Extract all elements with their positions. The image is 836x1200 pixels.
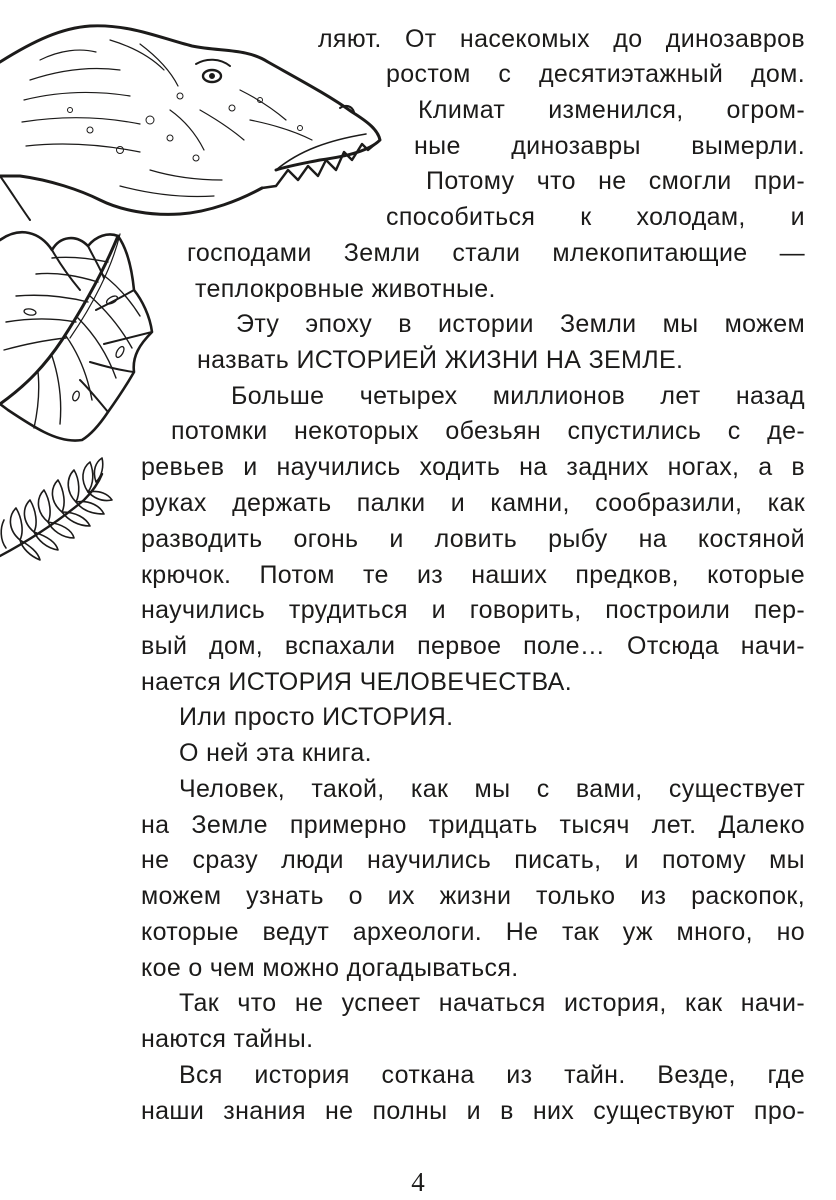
monstera-leaf-illustration	[0, 232, 152, 440]
text-line: Вся история соткана из тайн. Везде, где	[179, 1061, 805, 1089]
text-line: нается ИСТОРИЯ ЧЕЛОВЕЧЕСТВА.	[141, 668, 573, 696]
text-line: не сразу люди научились писать, и потому мы	[141, 846, 805, 874]
text-line: которые ведут археологи. Не так уж много, но	[141, 918, 805, 946]
text-line: потомки некоторых обезьян спустились с де-	[171, 417, 805, 445]
text-line: Или просто ИСТОРИЯ.	[179, 703, 454, 731]
text-line: руках держать палки и камни, сообразили, как	[141, 489, 805, 517]
text-line: теплокровные животные.	[195, 275, 496, 303]
text-line: способиться к холодам, и	[386, 203, 805, 231]
text-line: научились трудиться и говорить, построили пер-	[141, 596, 805, 624]
text-line: можем узнать о их жизни только из раскопок,	[141, 882, 805, 910]
text-line: Климат изменился, огром-	[418, 96, 805, 124]
text-line: разводить огонь и ловить рыбу на костяной	[141, 525, 805, 553]
text-line: назвать ИСТОРИЕЙ ЖИЗНИ НА ЗЕМЛЕ.	[197, 346, 684, 374]
text-line: вый дом, вспахали первое поле… Отсюда начи-	[141, 632, 805, 660]
text-line: ляют. От насекомых до динозавров	[318, 25, 805, 53]
text-line: наются тайны.	[141, 1025, 314, 1053]
text-line: Потому что не смогли при-	[426, 167, 805, 195]
text-line: Так что не успеет начаться история, как начи-	[179, 989, 805, 1017]
text-line: кое о чем можно догадываться.	[141, 954, 519, 982]
text-line: Человек, такой, как мы с вами, существует	[179, 775, 805, 803]
fern-frond-illustration	[0, 458, 112, 560]
text-line: крючок. Потом те из наших предков, которые	[141, 561, 805, 589]
text-line: ревьев и научились ходить на задних ногах, а в	[141, 453, 805, 481]
text-line: О ней эта книга.	[179, 739, 372, 767]
text-line: наши знания не полны и в них существуют про-	[141, 1097, 805, 1125]
dinosaur-head-illustration	[0, 26, 380, 220]
text-line: ростом с десятиэтажный дом.	[386, 60, 805, 88]
text-line: Больше четырех миллионов лет назад	[231, 382, 805, 410]
text-line: господами Земли стали млекопитающие —	[187, 239, 805, 267]
text-line: Эту эпоху в истории Земли мы можем	[236, 310, 805, 338]
text-line: ные динозавры вымерли.	[414, 132, 805, 160]
text-line: на Земле примерно тридцать тысяч лет. Далеко	[141, 811, 805, 839]
page-number: 4	[411, 1167, 425, 1197]
